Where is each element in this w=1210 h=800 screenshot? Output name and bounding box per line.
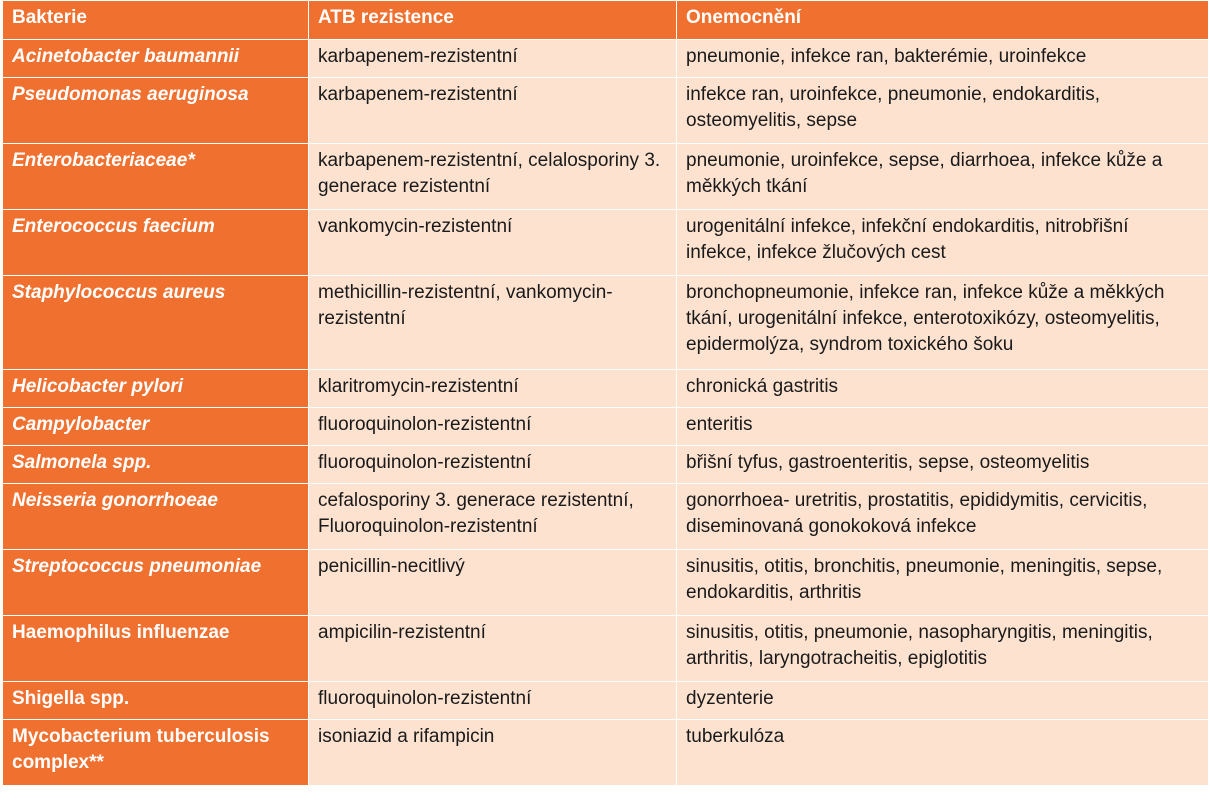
bacterium-cell: Neisseria gonorrhoeae [3,484,309,550]
resistance-cell: karbapenem-rezistentní [309,78,677,144]
bacterium-cell: Haemophilus influenzae [3,616,309,682]
disease-cell: dyzenterie [677,682,1209,720]
bacterium-cell: Enterococcus faecium [3,210,309,276]
header-row [3,1,1209,40]
table-row [3,210,1209,276]
disease-cell: tuberkulóza [677,720,1209,786]
table-row [3,484,1209,550]
bacterium-cell: Mycobacterium tuberculosis complex** [3,720,309,786]
bacterium-cell: Shigella spp. [3,682,309,720]
disease-cell: sinusitis, otitis, pneumonie, nasopharyngitis, meningitis, arthritis, laryngotracheitis, epiglotitis [677,616,1209,682]
table-row [3,550,1209,616]
disease-cell: sinusitis, otitis, bronchitis, pneumonie, meningitis, sepse, endokarditis, arthritis [677,550,1209,616]
table-row [3,276,1209,370]
resistance-cell: fluoroquinolon-rezistentní [309,408,677,446]
disease-cell: břišní tyfus, gastroenteritis, sepse, osteomyelitis [677,446,1209,484]
resistance-cell: methicillin-rezistentní, vankomycin-rezistentní [309,276,677,370]
disease-cell: urogenitální infekce, infekční endokarditis, nitrobřišní infekce, infekce žlučových cest [677,210,1209,276]
bacterium-cell: Acinetobacter baumannii [3,40,309,78]
table-row [3,144,1209,210]
header-bacterium: Bakterie [3,1,309,40]
disease-cell: gonorrhoea- uretritis, prostatitis, epididymitis, cervicitis, diseminovaná gonokoková infekce [677,484,1209,550]
header-atb-resistance: ATB rezistence [309,1,677,40]
table-row [3,682,1209,720]
resistance-cell: fluoroquinolon-rezistentní [309,446,677,484]
disease-cell: pneumonie, uroinfekce, sepse, diarrhoea, infekce kůže a měkkých tkání [677,144,1209,210]
table-row [3,78,1209,144]
resistance-cell: isoniazid a rifampicin [309,720,677,786]
disease-cell: chronická gastritis [677,370,1209,408]
table-row [3,370,1209,408]
bacterium-cell: Salmonela spp. [3,446,309,484]
bacterium-cell: Streptococcus pneumoniae [3,550,309,616]
bacterium-cell: Staphylococcus aureus [3,276,309,370]
bacterium-cell: Enterobacteriaceae* [3,144,309,210]
table-body [3,40,1209,786]
resistance-cell: vankomycin-rezistentní [309,210,677,276]
bacterium-cell: Campylobacter [3,408,309,446]
table-header [3,1,1209,40]
disease-cell: infekce ran, uroinfekce, pneumonie, endokarditis, osteomyelitis, sepse [677,78,1209,144]
table-row [3,616,1209,682]
table-row [3,446,1209,484]
resistance-cell: klaritromycin-rezistentní [309,370,677,408]
resistance-cell: penicillin-necitlivý [309,550,677,616]
disease-cell: bronchopneumonie, infekce ran, infekce kůže a měkkých tkání, urogenitální infekce, enterotoxikózy, osteomyelitis, epidermolýza, syndrom toxického šoku [677,276,1209,370]
bacteria-resistance-table [2,0,1209,786]
resistance-cell: fluoroquinolon-rezistentní [309,682,677,720]
bacterium-cell: Helicobacter pylori [3,370,309,408]
resistance-cell: karbapenem-rezistentní, celalosporiny 3. generace rezistentní [309,144,677,210]
table-row [3,720,1209,786]
bacterium-cell: Pseudomonas aeruginosa [3,78,309,144]
disease-cell: pneumonie, infekce ran, bakterémie, uroinfekce [677,40,1209,78]
table-row [3,408,1209,446]
disease-cell: enteritis [677,408,1209,446]
resistance-cell: karbapenem-rezistentní [309,40,677,78]
header-disease: Onemocnění [677,1,1209,40]
table-row [3,40,1209,78]
resistance-cell: cefalosporiny 3. generace rezistentní, Fluoroquinolon-rezistentní [309,484,677,550]
resistance-cell: ampicilin-rezistentní [309,616,677,682]
